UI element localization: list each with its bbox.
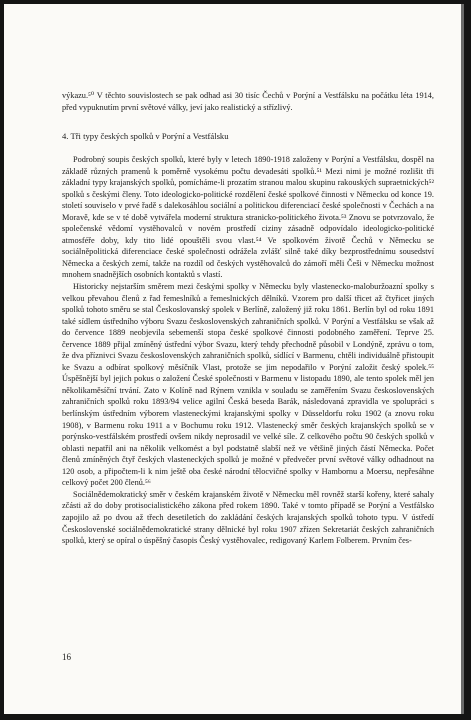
paragraph-intro: výkazu.⁵⁰ V těchto souvislostech se pak odhad asi 30 tisíc Čechů v Porýní a Vestfálsku na počátku léta 1914, před vypuknutím první světové války, jeví jako realistický a střízlivý. <box>62 91 434 112</box>
section-body <box>62 154 434 547</box>
book-page <box>4 4 464 714</box>
paragraph-2: Historicky nejstarším směrem mezi českými spolky v Německu byly vlastenecko-maloburžoazní spolky s velkou převahou členů z řad řemeslníků a řemeslnických dělníků. Vzorem pro další třicet až čtyřicet jiných spolků tohoto směru se stal Českoslovanský spolek v Berlíně, založený již roku 1861. Berlín byl od roku 1891 také sídlem ústředního výboru Svazu československých zahraničních spolků. V Porýní a Vestfálsku se však až do července 1889 neobjevila sebemenší stopa české spolkové činnosti podobného zaměření. Teprve 25. července 1889 přijal zmíněný ústřední výbor Svazu, který tehdy přechodně působil v Londýně, zprávu o tom, že dva příznivci Svazu československých zahraničních spolků, sídlící v Barmenu, chtěli individuálně přistoupit ke Svazu a odbírat spolkový měsíčník Vlast, protože se jim nepodařilo v Porýní založit český spolek.⁵⁵ Úspěšnější byl jejich pokus o založení České společnosti v Barmenu v listopadu 1890, ale tento spolek měl jen několikaměsíční trvání. Zato v Kolíně nad Rýnem vznikla v souladu se zaměřením Svazu československých zahraničních spolků roku 1893/94 velice agilní Česká beseda Barák, následovaná zpravidla ve spolupráci s berlínským ústředním výborem vlasteneckými krajanskými spolky v Düsseldorfu roku 1902 (a znovu roku 1908), v Barmenu roku 1911 a v Bochumu roku 1912. Vlastenecký směr českých krajanských spolků se v porýnsko-vestfálském prostředí ovšem nikdy neprosadil ve velké síle. Z celkového počtu 90 českých spolků v oblasti nepatřil ani na několik velkomést a byl podstatně slabší než ve většině jiných částí Německa. Počet členů zmíněných čtyř českých vlasteneckých spolků je možné v předvečer první světové války odhadnout na 120 osob, a připočtem-li k nim ještě oba české národní tělocvičné spolky v Hambornu a Moersu, nepřesáhne celkový počet 200 členů.⁵⁶ <box>62 282 434 488</box>
section-heading: 4. Tři typy českých spolků v Porýní a Vestfálsku <box>62 131 229 141</box>
intro-paragraph <box>62 90 434 113</box>
paragraph-3: Sociálnědemokratický směr v českém krajanském životě v Německu měl rovněž starší kořeny, které sahaly zčásti až do doby protisocialistického zákona před rokem 1890. Také v tomto případě se Porýní a Vestfálsko zapojilo až po dvou až třech desetiletích do zakládání českých krajanských spolků tohoto typu. V ústředí Československé sociálnědemokratické strany dělnické byl roku 1907 zřízen Sekretariát českých zahraničních spolků, který se opíral o úspěšný časopis Český vystěhovalec, redigovaný Karlem Folberem. Prvním čes- <box>62 489 434 546</box>
page-number: 16 <box>62 652 71 662</box>
paragraph-1: Podrobný soupis českých spolků, které byly v letech 1890-1918 založeny v Porýní a Vestfálsku, dospěl na základě různých pramenů k poměrně vysokému počtu devadesáti spolků.⁵¹ Mezi nimi je možné rozlišit tři základní typy krajanských spolků, pomícháme-li prozatím stranou malou skupinu rakouských supraetnických⁵² spolků s českými členy. Toto ideologicko-politické rozdělení české spolkové činnosti v Německu od konce 19. století souviselo v prvé řadě s dalekosáhlou sociální a politickou diferenciací české společnosti v Čechách a na Moravě, kde se v té době vytvářela moderní struktura stranicko-politického života.⁵³ Znovu se potvrzovalo, že společenské vědomí vystěhovalců v novém prostředí ciziny zásadně odpovídalo ideologicko-politické atmosféře doby, kdy tito lidé opouštěli svou vlast.⁵⁴ Ve spolkovém životě Čechů v Německu se sociálněpolitická diferenciace české společnosti odrážela zvlášť silně také díky bezprostřednímu sousedství Německa a českých zemí, takže na rozdíl od českých vystěhovalců do zámoří měli Češi v Německu možnost mnohem snadnějších osobních kontaktů s vlastí. <box>62 155 434 280</box>
